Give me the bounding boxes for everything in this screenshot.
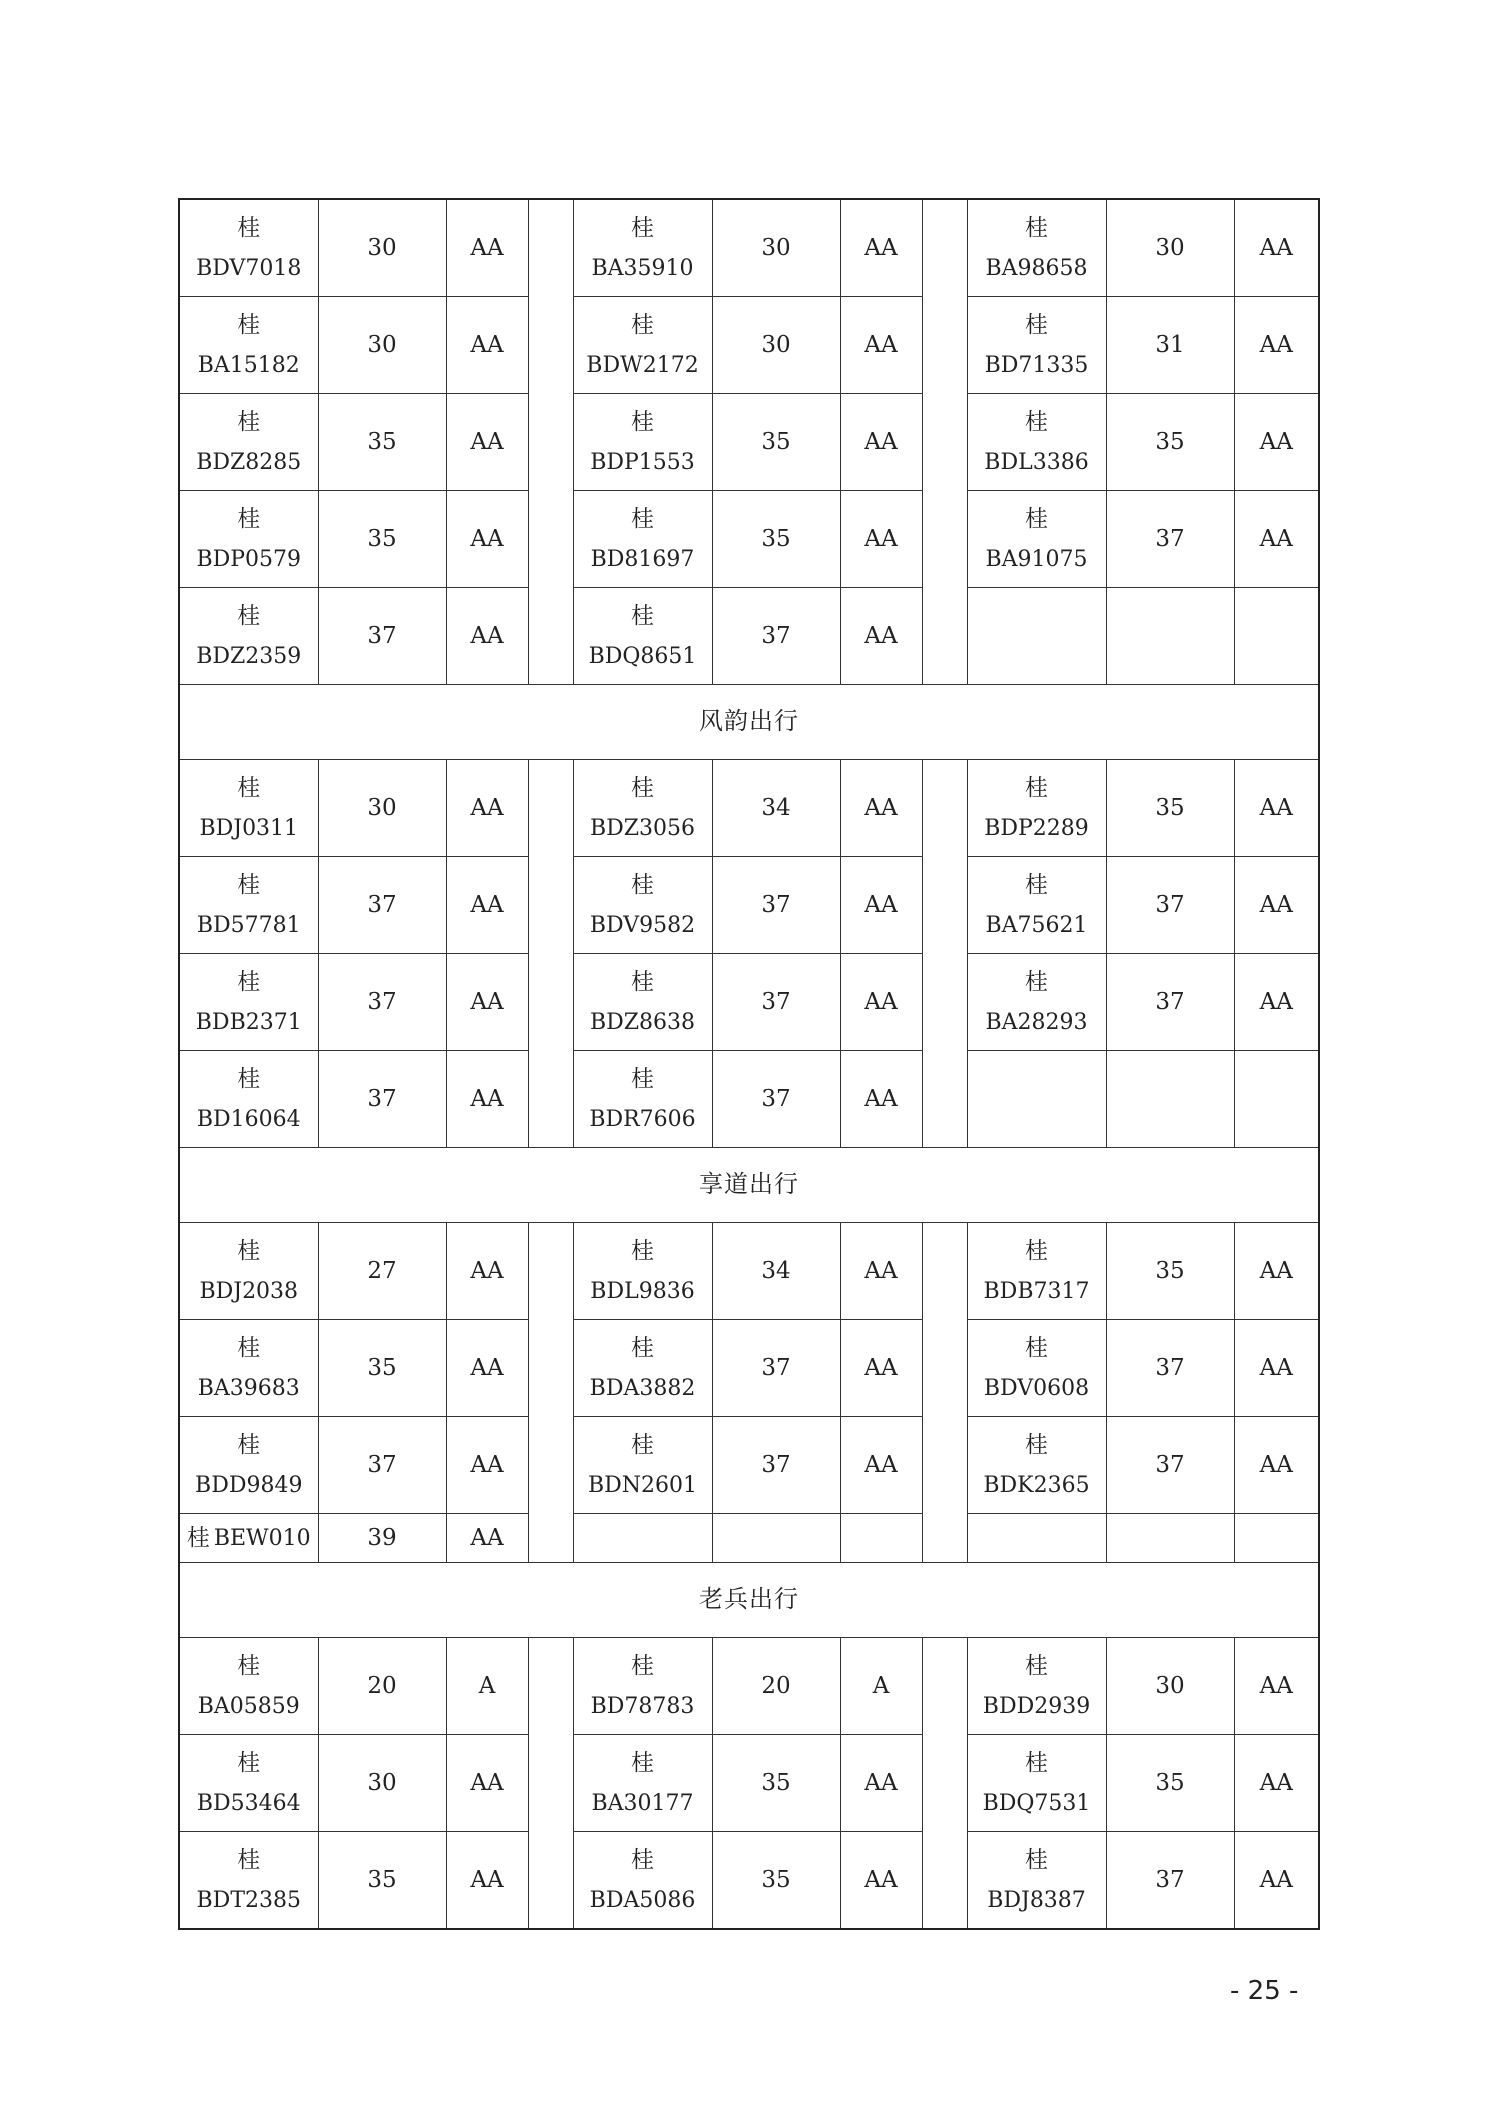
score-cell: [1106, 1051, 1234, 1148]
province-char: 桂: [1025, 506, 1048, 533]
table-row: [179, 1514, 1319, 1563]
plate-number: BDA3882: [589, 1375, 696, 1401]
province-char: 桂: [237, 312, 261, 339]
column-gap: [922, 857, 967, 954]
plate-number: BA15182: [197, 352, 300, 378]
score-cell: 37: [1106, 1320, 1234, 1417]
score-cell: 35: [712, 394, 840, 491]
province-char: 桂: [631, 872, 654, 899]
score-cell: 30: [318, 297, 446, 394]
plate-number: BDA5086: [589, 1887, 696, 1913]
plate-number-cell: [573, 1735, 712, 1832]
plate-number-cell: [179, 1051, 318, 1148]
grade-cell: [1234, 1051, 1319, 1148]
plate-number-cell: [967, 1320, 1106, 1417]
plate-number-cell: [573, 199, 712, 297]
province-char: 桂: [1025, 1750, 1048, 1777]
grade-cell: AA: [1234, 857, 1319, 954]
plate-number: BA30177: [591, 1790, 694, 1816]
grade-cell: AA: [1234, 1223, 1319, 1320]
column-gap: [528, 954, 573, 1051]
column-gap: [922, 1735, 967, 1832]
plate-number-cell: [573, 1223, 712, 1320]
company-section-header: [179, 1148, 1319, 1223]
grade-cell: AA: [1234, 394, 1319, 491]
score-cell: 37: [712, 1417, 840, 1514]
province-char: 桂: [1025, 775, 1048, 802]
grade-cell: AA: [1234, 491, 1319, 588]
table-row: [179, 954, 1319, 1051]
grade-cell: AA: [1234, 1638, 1319, 1735]
score-cell: 39: [318, 1514, 446, 1563]
plate-number-cell: [179, 394, 318, 491]
plate-number-cell: [967, 1638, 1106, 1735]
plate-number-cell: [967, 297, 1106, 394]
score-cell: 31: [1106, 297, 1234, 394]
plate-number-cell: [967, 1735, 1106, 1832]
province-char: 桂: [237, 1238, 261, 1265]
score-cell: 35: [712, 1735, 840, 1832]
grade-cell: AA: [1234, 1735, 1319, 1832]
table-row: [179, 1320, 1319, 1417]
plate-number-cell: [967, 1051, 1106, 1148]
plate-number-cell: [573, 760, 712, 857]
table-row: [179, 1051, 1319, 1148]
grade-cell: AA: [446, 1320, 528, 1417]
score-cell: [1106, 588, 1234, 685]
plate-number: BDP0579: [196, 546, 302, 572]
plate-number-cell: [573, 491, 712, 588]
grade-cell: AA: [840, 1735, 922, 1832]
province-char: 桂: [237, 1335, 261, 1362]
plate-number: BDV0608: [983, 1375, 1090, 1401]
plate-number: BA98658: [985, 255, 1088, 281]
province-char: 桂: [237, 215, 261, 242]
grade-cell: AA: [446, 588, 528, 685]
column-gap: [528, 491, 573, 588]
plate-number: BD78783: [590, 1693, 695, 1719]
grade-cell: AA: [840, 1051, 922, 1148]
province-char: 桂: [631, 603, 654, 630]
column-gap: [922, 199, 967, 297]
score-cell: 35: [1106, 1735, 1234, 1832]
grade-cell: AA: [446, 297, 528, 394]
plate-number: BA28293: [985, 1009, 1088, 1035]
score-cell: 37: [712, 857, 840, 954]
column-gap: [922, 1514, 967, 1563]
plate-number-cell: [967, 857, 1106, 954]
score-cell: 37: [318, 954, 446, 1051]
province-char: 桂: [237, 1847, 261, 1874]
grade-cell: AA: [446, 1735, 528, 1832]
table-row: [179, 1832, 1319, 1930]
plate-number: BDP2289: [984, 815, 1089, 841]
score-cell: 30: [318, 760, 446, 857]
plate-number-cell: [573, 1832, 712, 1930]
plate-number: BDZ2359: [196, 643, 302, 669]
score-cell: 37: [712, 588, 840, 685]
score-cell: 37: [318, 1417, 446, 1514]
plate-number-cell: [179, 1223, 318, 1320]
plate-number-cell: [179, 199, 318, 297]
column-gap: [528, 1832, 573, 1930]
plate-number-cell: [179, 760, 318, 857]
province-char: 桂: [631, 1335, 654, 1362]
score-cell: 37: [1106, 857, 1234, 954]
plate-number: BD57781: [196, 912, 301, 938]
province-char: 桂: [631, 215, 654, 242]
plate-number-cell: [967, 199, 1106, 297]
plate-number-cell: [573, 297, 712, 394]
score-cell: [712, 1514, 840, 1563]
plate-number: BDZ8638: [589, 1009, 696, 1035]
province-char: 桂: [631, 409, 654, 436]
table-row: [179, 857, 1319, 954]
grade-cell: AA: [1234, 1417, 1319, 1514]
score-cell: 35: [1106, 394, 1234, 491]
column-gap: [528, 297, 573, 394]
plate-number: BDT2385: [196, 1887, 301, 1913]
column-gap: [528, 1735, 573, 1832]
column-gap: [922, 1051, 967, 1148]
company-section-header: [179, 1563, 1319, 1638]
province-char: 桂: [631, 1847, 654, 1874]
vehicle-table-sheet: [178, 198, 1318, 1930]
column-gap: [922, 1638, 967, 1735]
province-char: 桂: [631, 1653, 654, 1680]
grade-cell: A: [446, 1638, 528, 1735]
score-cell: 37: [712, 954, 840, 1051]
province-char: 桂: [1025, 215, 1048, 242]
grade-cell: AA: [446, 394, 528, 491]
score-cell: 35: [1106, 760, 1234, 857]
plate-number-cell: [179, 1320, 318, 1417]
plate-number-cell: [573, 588, 712, 685]
plate-number-cell: [573, 1638, 712, 1735]
plate-number-cell: [573, 954, 712, 1051]
score-cell: 27: [318, 1223, 446, 1320]
province-char: 桂: [237, 1750, 261, 1777]
column-gap: [528, 588, 573, 685]
column-gap: [528, 1320, 573, 1417]
table-row: [179, 588, 1319, 685]
plate-number: BEW010: [213, 1525, 311, 1551]
plate-number-cell: [967, 1417, 1106, 1514]
plate-number: BDP1553: [590, 449, 695, 475]
score-cell: 37: [1106, 1417, 1234, 1514]
table-row: [179, 1638, 1319, 1735]
province-char: 桂: [631, 506, 654, 533]
plate-number-cell: [967, 588, 1106, 685]
score-cell: 30: [1106, 199, 1234, 297]
plate-number: BDL9836: [590, 1278, 695, 1304]
plate-number: BDB2371: [195, 1009, 302, 1035]
column-gap: [528, 1514, 573, 1563]
score-cell: 35: [712, 1832, 840, 1930]
score-cell: 35: [318, 1832, 446, 1930]
plate-number: BDZ3056: [589, 815, 696, 841]
plate-number-cell: [179, 1514, 318, 1563]
province-char: 桂: [631, 969, 654, 996]
province-char: 桂: [237, 1653, 261, 1680]
vehicle-rating-table: [178, 198, 1320, 1930]
province-char: 桂: [631, 1066, 654, 1093]
plate-number-cell: [179, 1832, 318, 1930]
grade-cell: AA: [446, 760, 528, 857]
company-name: 享道出行: [179, 1148, 1319, 1223]
plate-number-cell: [573, 857, 712, 954]
plate-number-cell: [573, 394, 712, 491]
plate-number: BDJ0311: [199, 815, 299, 841]
plate-number-cell: [179, 954, 318, 1051]
table-row: [179, 394, 1319, 491]
plate-number: BD16064: [196, 1106, 301, 1132]
grade-cell: AA: [840, 588, 922, 685]
column-gap: [922, 491, 967, 588]
plate-number: BD71335: [984, 352, 1089, 378]
score-cell: 30: [1106, 1638, 1234, 1735]
company-name: 老兵出行: [179, 1563, 1319, 1638]
plate-number-cell: [179, 491, 318, 588]
page-number: - 25 -: [1230, 1976, 1299, 2006]
plate-number: BDQ8651: [588, 643, 697, 669]
column-gap: [528, 394, 573, 491]
province-char: 桂: [1025, 409, 1048, 436]
province-char: 桂: [237, 409, 261, 436]
score-cell: 35: [318, 394, 446, 491]
plate-number: BD53464: [196, 1790, 301, 1816]
province-char: 桂: [631, 312, 654, 339]
score-cell: 37: [712, 1320, 840, 1417]
grade-cell: AA: [840, 491, 922, 588]
grade-cell: [1234, 1514, 1319, 1563]
plate-number: BD81697: [590, 546, 695, 572]
grade-cell: AA: [1234, 297, 1319, 394]
plate-number-cell: [967, 1832, 1106, 1930]
company-name: 风韵出行: [179, 685, 1319, 760]
grade-cell: [840, 1514, 922, 1563]
score-cell: 30: [318, 199, 446, 297]
column-gap: [528, 1417, 573, 1514]
score-cell: 30: [712, 199, 840, 297]
plate-number-cell: [179, 1735, 318, 1832]
province-char: 桂: [1025, 1653, 1048, 1680]
plate-number-cell: [967, 1223, 1106, 1320]
plate-number: BDV7018: [196, 255, 302, 281]
plate-number: BDV9582: [589, 912, 696, 938]
plate-number: BA35910: [591, 255, 694, 281]
plate-number-cell: [967, 394, 1106, 491]
score-cell: 37: [318, 857, 446, 954]
grade-cell: AA: [840, 297, 922, 394]
score-cell: 37: [1106, 491, 1234, 588]
column-gap: [922, 1320, 967, 1417]
province-char: 桂: [631, 775, 654, 802]
score-cell: 35: [1106, 1223, 1234, 1320]
grade-cell: AA: [1234, 760, 1319, 857]
table-row: [179, 1417, 1319, 1514]
province-char: 桂: [237, 1432, 261, 1459]
grade-cell: AA: [840, 394, 922, 491]
grade-cell: AA: [446, 199, 528, 297]
province-char: 桂: [1025, 1847, 1048, 1874]
plate-number: BA39683: [197, 1375, 300, 1401]
province-char: 桂: [1025, 969, 1048, 996]
province-char: 桂: [631, 1432, 654, 1459]
grade-cell: AA: [1234, 199, 1319, 297]
column-gap: [528, 1638, 573, 1735]
plate-number: BDN2601: [587, 1472, 698, 1498]
plate-number-cell: [967, 954, 1106, 1051]
grade-cell: AA: [840, 954, 922, 1051]
province-char: 桂: [1025, 1335, 1048, 1362]
plate-number-cell: [573, 1514, 712, 1563]
province-char: 桂: [237, 506, 261, 533]
province-char: 桂: [1025, 872, 1048, 899]
column-gap: [528, 1223, 573, 1320]
column-gap: [922, 1223, 967, 1320]
plate-number: BDK2365: [983, 1472, 1090, 1498]
plate-number-cell: [967, 491, 1106, 588]
plate-number: BDW2172: [586, 352, 699, 378]
score-cell: 34: [712, 1223, 840, 1320]
plate-number-cell: [967, 760, 1106, 857]
grade-cell: AA: [446, 857, 528, 954]
score-cell: 20: [712, 1638, 840, 1735]
table-row: [179, 199, 1319, 297]
score-cell: 37: [1106, 954, 1234, 1051]
grade-cell: AA: [446, 491, 528, 588]
grade-cell: AA: [446, 1514, 528, 1563]
plate-number-cell: [573, 1417, 712, 1514]
score-cell: 30: [318, 1735, 446, 1832]
plate-number: BDL3386: [984, 449, 1089, 475]
plate-number: BDB7317: [983, 1278, 1090, 1304]
score-cell: [1106, 1514, 1234, 1563]
grade-cell: AA: [840, 760, 922, 857]
table-row: [179, 1735, 1319, 1832]
score-cell: 37: [318, 1051, 446, 1148]
table-body: [179, 199, 1319, 1929]
grade-cell: AA: [840, 1417, 922, 1514]
plate-number-cell: [179, 588, 318, 685]
table-row: [179, 297, 1319, 394]
plate-number: BA91075: [985, 546, 1088, 572]
grade-cell: AA: [446, 1051, 528, 1148]
plate-number: BDJ8387: [987, 1887, 1086, 1913]
company-section-header: [179, 685, 1319, 760]
province-char: 桂: [237, 603, 261, 630]
province-char: 桂: [1025, 312, 1048, 339]
score-cell: 37: [1106, 1832, 1234, 1930]
column-gap: [528, 1051, 573, 1148]
plate-number: BDD9849: [195, 1472, 303, 1498]
table-row: [179, 760, 1319, 857]
grade-cell: AA: [840, 1320, 922, 1417]
plate-number-cell: [179, 1417, 318, 1514]
province-char: 桂: [186, 1524, 210, 1551]
plate-number-cell: [179, 1638, 318, 1735]
column-gap: [528, 760, 573, 857]
score-cell: 20: [318, 1638, 446, 1735]
grade-cell: AA: [840, 199, 922, 297]
plate-number: BDZ8285: [196, 449, 302, 475]
column-gap: [922, 394, 967, 491]
province-char: 桂: [237, 872, 261, 899]
plate-number: BDJ2038: [199, 1278, 299, 1304]
score-cell: 35: [318, 1320, 446, 1417]
plate-number-cell: [179, 297, 318, 394]
grade-cell: AA: [1234, 954, 1319, 1051]
column-gap: [922, 1417, 967, 1514]
province-char: 桂: [237, 1066, 261, 1093]
grade-cell: AA: [446, 1832, 528, 1930]
province-char: 桂: [631, 1750, 654, 1777]
province-char: 桂: [631, 1238, 654, 1265]
plate-number: BA05859: [197, 1693, 300, 1719]
plate-number: BDQ7531: [982, 1790, 1091, 1816]
plate-number-cell: [967, 1514, 1106, 1563]
plate-number: BDR7606: [589, 1106, 696, 1132]
province-char: 桂: [1025, 1432, 1048, 1459]
score-cell: 35: [712, 491, 840, 588]
column-gap: [922, 954, 967, 1051]
grade-cell: AA: [1234, 1832, 1319, 1930]
grade-cell: [1234, 588, 1319, 685]
grade-cell: AA: [1234, 1320, 1319, 1417]
column-gap: [922, 588, 967, 685]
score-cell: 30: [712, 297, 840, 394]
column-gap: [528, 857, 573, 954]
grade-cell: AA: [446, 1417, 528, 1514]
column-gap: [922, 1832, 967, 1930]
province-char: 桂: [1025, 1238, 1048, 1265]
grade-cell: AA: [446, 1223, 528, 1320]
column-gap: [528, 199, 573, 297]
score-cell: 37: [318, 588, 446, 685]
score-cell: 34: [712, 760, 840, 857]
plate-number-cell: [573, 1051, 712, 1148]
province-char: 桂: [237, 969, 261, 996]
column-gap: [922, 760, 967, 857]
plate-number-cell: [179, 857, 318, 954]
score-cell: 35: [318, 491, 446, 588]
plate-number: BDD2939: [982, 1693, 1091, 1719]
table-row: [179, 1223, 1319, 1320]
grade-cell: A: [840, 1638, 922, 1735]
grade-cell: AA: [840, 1832, 922, 1930]
plate-number: BA75621: [985, 912, 1088, 938]
grade-cell: AA: [840, 857, 922, 954]
grade-cell: AA: [840, 1223, 922, 1320]
table-row: [179, 491, 1319, 588]
score-cell: 37: [712, 1051, 840, 1148]
grade-cell: AA: [446, 954, 528, 1051]
plate-number-cell: [573, 1320, 712, 1417]
column-gap: [922, 297, 967, 394]
province-char: 桂: [237, 775, 261, 802]
